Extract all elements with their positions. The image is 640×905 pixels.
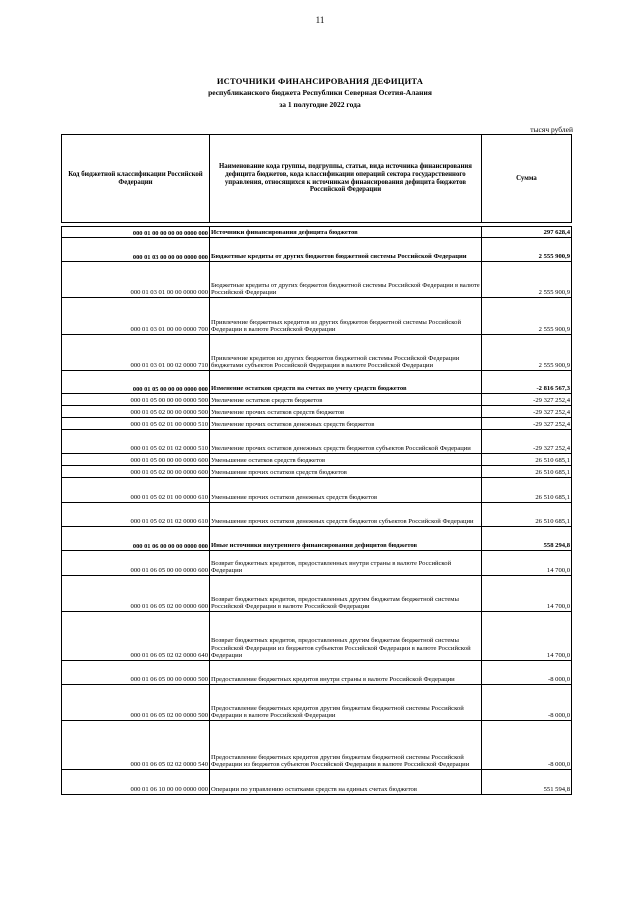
table-row bbox=[62, 227, 572, 238]
units-label: тысяч рублей bbox=[530, 125, 573, 134]
table-row bbox=[62, 721, 572, 770]
row-code: 000 01 05 00 00 00 0000 500 bbox=[62, 394, 210, 406]
table-row bbox=[62, 551, 572, 576]
table-row bbox=[62, 612, 572, 661]
row-name: Уменьшение прочих остатков средств бюджетов bbox=[210, 466, 482, 478]
row-sum: 551 594,8 bbox=[482, 770, 572, 795]
header-code: Код бюджетной классификации Российской Федерации bbox=[62, 135, 210, 223]
row-name: Уменьшение прочих остатков денежных средств бюджетов bbox=[210, 478, 482, 503]
row-sum: -8 000,0 bbox=[482, 721, 572, 770]
row-sum: 2 555 900,9 bbox=[482, 298, 572, 335]
row-sum: -8 000,0 bbox=[482, 685, 572, 721]
table-row bbox=[62, 262, 572, 298]
row-name: Возврат бюджетных кредитов, предоставленных другим бюджетам бюджетной системы Российской Федерации в валюте Российской Федерации bbox=[210, 576, 482, 612]
row-code: 000 01 06 05 02 02 0000 540 bbox=[62, 721, 210, 770]
table-row bbox=[62, 371, 572, 394]
row-sum: -29 327 252,4 bbox=[482, 394, 572, 406]
table-row bbox=[62, 454, 572, 466]
row-name: Операции по управлению остатками средств на единых счетах бюджетов bbox=[210, 770, 482, 795]
table-row bbox=[62, 335, 572, 371]
row-sum: -8 000,0 bbox=[482, 661, 572, 685]
table-row bbox=[62, 478, 572, 503]
row-sum: 14 700,0 bbox=[482, 612, 572, 661]
document-period: за 1 полугодие 2022 года bbox=[279, 100, 361, 109]
row-code: 000 01 03 01 00 00 0000 700 bbox=[62, 298, 210, 335]
row-name: Возврат бюджетных кредитов, предоставленных внутри страны в валюте Российской Федерации bbox=[210, 551, 482, 576]
row-name: Предоставление бюджетных кредитов другим бюджетам бюджетной системы Российской Федерации в валюте Российской Федерации bbox=[210, 685, 482, 721]
row-name: Предоставление бюджетных кредитов другим бюджетам бюджетной системы Российской Федерации из бюджетов субъектов Российской Федерации в валюте Российской Федерации bbox=[210, 721, 482, 770]
table-row bbox=[62, 406, 572, 418]
row-sum: 26 510 685,1 bbox=[482, 503, 572, 527]
row-sum: 14 700,0 bbox=[482, 551, 572, 576]
header-sum: Сумма bbox=[482, 135, 572, 223]
row-code: 000 01 05 02 00 00 0000 500 bbox=[62, 406, 210, 418]
row-name: Бюджетные кредиты от других бюджетов бюджетной системы Российской Федерации bbox=[210, 238, 482, 262]
document-title: ИСТОЧНИКИ ФИНАНСИРОВАНИЯ ДЕФИЦИТА bbox=[216, 76, 424, 86]
row-sum: -2 816 567,3 bbox=[482, 371, 572, 394]
row-code: 000 01 06 10 00 00 0000 000 bbox=[62, 770, 210, 795]
table-row bbox=[62, 298, 572, 335]
row-name: Уменьшение прочих остатков денежных средств бюджетов субъектов Российской Федерации bbox=[210, 503, 482, 527]
row-code: 000 01 06 05 02 00 0000 500 bbox=[62, 685, 210, 721]
table-row bbox=[62, 685, 572, 721]
row-code: 000 01 05 00 00 00 0000 000 bbox=[62, 371, 210, 394]
row-name: Привлечение кредитов из других бюджетов бюджетной системы Российской Федерации бюджетами субъектов Российской Федерации в валюте Российской Федерации bbox=[210, 335, 482, 371]
row-code: 000 01 03 01 00 02 0000 710 bbox=[62, 335, 210, 371]
row-code: 000 01 06 05 00 00 0000 600 bbox=[62, 551, 210, 576]
row-name: Увеличение прочих остатков денежных средств бюджетов субъектов Российской Федерации bbox=[210, 430, 482, 454]
row-name: Увеличение остатков средств бюджетов bbox=[210, 394, 482, 406]
row-sum: -29 327 252,4 bbox=[482, 430, 572, 454]
row-code: 000 01 06 05 00 00 0000 500 bbox=[62, 661, 210, 685]
row-sum: 26 510 685,1 bbox=[482, 454, 572, 466]
row-sum: 2 555 900,9 bbox=[482, 335, 572, 371]
row-name: Изменение остатков средств на счетах по учету средств бюджетов bbox=[210, 371, 482, 394]
table-row bbox=[62, 576, 572, 612]
row-sum: 558 294,8 bbox=[482, 527, 572, 551]
row-code: 000 01 05 02 01 00 0000 510 bbox=[62, 418, 210, 430]
table-row bbox=[62, 661, 572, 685]
page-number: 11 bbox=[315, 15, 325, 25]
row-name: Иные источники внутреннего финансирования дефицитов бюджетов bbox=[210, 527, 482, 551]
row-code: 000 01 05 02 01 00 0000 610 bbox=[62, 478, 210, 503]
row-name: Привлечение бюджетных кредитов из других бюджетов бюджетной системы Российской Федерации в валюте Российской Федерации bbox=[210, 298, 482, 335]
table-row bbox=[62, 394, 572, 406]
table-row bbox=[62, 466, 572, 478]
row-name: Уменьшение остатков средств бюджетов bbox=[210, 454, 482, 466]
document-subtitle: республиканского бюджета Республики Северная Осетия-Алания bbox=[208, 88, 432, 97]
row-sum: -29 327 252,4 bbox=[482, 406, 572, 418]
row-sum: 14 700,0 bbox=[482, 576, 572, 612]
table-row bbox=[62, 238, 572, 262]
financing-sources-table bbox=[61, 134, 572, 795]
table-row bbox=[62, 430, 572, 454]
row-sum: 26 510 685,1 bbox=[482, 478, 572, 503]
row-sum: 2 555 900,9 bbox=[482, 238, 572, 262]
row-name: Возврат бюджетных кредитов, предоставленных другим бюджетам бюджетной системы Российской Федерации из бюджетов субъектов Российской Федерации в валюте Российской Федерации bbox=[210, 612, 482, 661]
row-code: 000 01 00 00 00 00 0000 000 bbox=[62, 227, 210, 238]
row-sum: -29 327 252,4 bbox=[482, 418, 572, 430]
row-code: 000 01 05 02 01 02 0000 610 bbox=[62, 503, 210, 527]
row-name: Предоставление бюджетных кредитов внутри страны в валюте Российской Федерации bbox=[210, 661, 482, 685]
row-code: 000 01 05 02 00 00 0000 600 bbox=[62, 466, 210, 478]
row-name: Увеличение прочих остатков денежных средств бюджетов bbox=[210, 418, 482, 430]
header-name: Наименование кода группы, подгруппы, статьи, вида источника финансирования дефицита бюджетов, кода классификации операций сектора государственного управления, относящихся к источникам финансирования дефицита бюджетов Российской Федерации bbox=[210, 135, 482, 223]
row-code: 000 01 03 01 00 00 0000 000 bbox=[62, 262, 210, 298]
row-code: 000 01 05 00 00 00 0000 600 bbox=[62, 454, 210, 466]
row-sum: 26 510 685,1 bbox=[482, 466, 572, 478]
table-row bbox=[62, 770, 572, 795]
row-sum: 2 555 900,9 bbox=[482, 262, 572, 298]
table-row bbox=[62, 527, 572, 551]
row-sum: 297 628,4 bbox=[482, 227, 572, 238]
row-code: 000 01 06 05 02 00 0000 600 bbox=[62, 576, 210, 612]
row-name: Бюджетные кредиты от других бюджетов бюджетной системы Российской Федерации в валюте Российской Федерации bbox=[210, 262, 482, 298]
row-name: Увеличение прочих остатков средств бюджетов bbox=[210, 406, 482, 418]
row-code: 000 01 06 00 00 00 0000 000 bbox=[62, 527, 210, 551]
row-code: 000 01 06 05 02 02 0000 640 bbox=[62, 612, 210, 661]
table-header-row bbox=[62, 135, 572, 223]
row-name: Источники финансирования дефицита бюджетов bbox=[210, 227, 482, 238]
row-code: 000 01 03 00 00 00 0000 000 bbox=[62, 238, 210, 262]
table-row bbox=[62, 418, 572, 430]
row-code: 000 01 05 02 01 02 0000 510 bbox=[62, 430, 210, 454]
table-row bbox=[62, 503, 572, 527]
